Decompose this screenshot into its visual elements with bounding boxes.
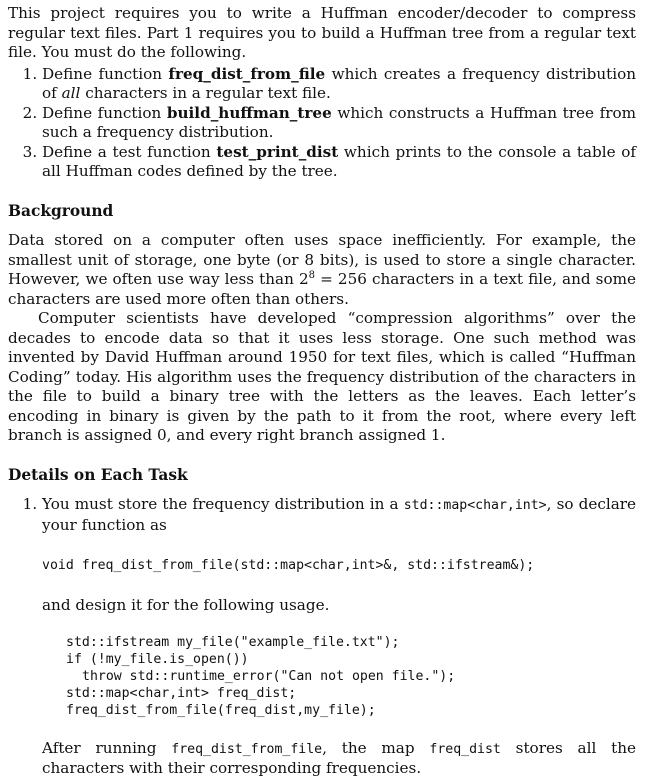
after-pre: After running	[42, 738, 172, 757]
background-heading: Background	[8, 201, 114, 220]
function-declaration: void freq_dist_from_file(std::map<char,int>&, std::ifstream&);	[42, 558, 535, 573]
task-item-3	[42, 143, 636, 182]
details-item-1	[42, 495, 636, 779]
usage-lead: and design it for the following usage.	[42, 596, 330, 614]
code-line-3: throw std::runtime_error("Can not open file.");	[82, 668, 456, 684]
background-paragraph-1	[8, 231, 636, 309]
task-1-emphasis: all	[61, 84, 81, 102]
task-2-function-name: build_huffman_tree	[166, 103, 332, 122]
after-paragraph	[42, 739, 636, 779]
task-3-pre: Define a test function	[42, 142, 217, 161]
background-p1-text-a: Data stored on a computer often uses space inefficiently. For example, the smallest unit of storage, one byte (or 8 bits), is used to store a single character. However, we often use way less than 2	[8, 231, 636, 288]
details-item-pre: You must store the frequency distribution in a	[42, 495, 404, 513]
exponent: 8	[308, 269, 316, 281]
background-p1-text-b: = 256 characters in a text file, and some characters are used more often than others.	[8, 270, 636, 308]
task-item-1	[42, 65, 636, 104]
details-list	[8, 495, 636, 779]
background-paragraph-2: Computer scientists have developed “compression algorithms” over the decades to encode data so that it uses less storage. One such method was invented by David Huffman around 1950 for text files, which is called “Huffman Coding” today. His algorithm uses the frequency distribution of the characters in the file to build a binary tree with the letters as the leaves. Each letter’s encoding in binary is given by the path to it from the root, where every left branch is assigned 0, and every right branch assigned 1.	[8, 309, 636, 444]
document-page	[8, 4, 636, 779]
after-mid: , the map	[322, 738, 430, 757]
task-1-pre: Define function	[42, 64, 169, 83]
details-heading: Details on Each Task	[8, 465, 188, 484]
task-3-post: which prints to the console a table of all Huffman codes defined by the tree.	[42, 142, 636, 180]
task-3-function-name: test_print_dist	[216, 142, 339, 161]
task-1-function-name: freq_dist_from_file	[168, 64, 326, 83]
task-2-pre: Define function	[42, 103, 167, 122]
task-list	[8, 65, 636, 182]
after-variable: freq_dist	[429, 741, 501, 757]
after-post: stores all the characters with their corresponding frequencies.	[42, 738, 636, 777]
after-function-name: freq_dist_from_file	[171, 741, 323, 757]
code-line-2: if (!my_file.is_open())	[66, 651, 249, 667]
task-1-post: characters in a regular text file.	[80, 84, 331, 102]
task-1-mid: which creates a frequency distribution of	[42, 64, 637, 102]
intro-paragraph: This project requires you to write a Huffman encoder/decoder to compress regular text files. Part 1 requires you to build a Huffman tree from a regular text file. You must do the following.	[8, 4, 636, 61]
code-block	[66, 634, 636, 719]
details-item-code: std::map<char,int>	[403, 498, 547, 513]
task-item-2	[42, 104, 636, 143]
code-line-4: std::map<char,int> freq_dist;	[66, 685, 297, 701]
details-item-post: , so declare your function as	[42, 495, 636, 534]
task-2-post: which constructs a Huffman tree from such a frequency distribution.	[42, 103, 636, 141]
code-line-1: std::ifstream my_file("example_file.txt");	[66, 634, 400, 650]
code-line-5: freq_dist_from_file(freq_dist,my_file);	[66, 702, 376, 718]
